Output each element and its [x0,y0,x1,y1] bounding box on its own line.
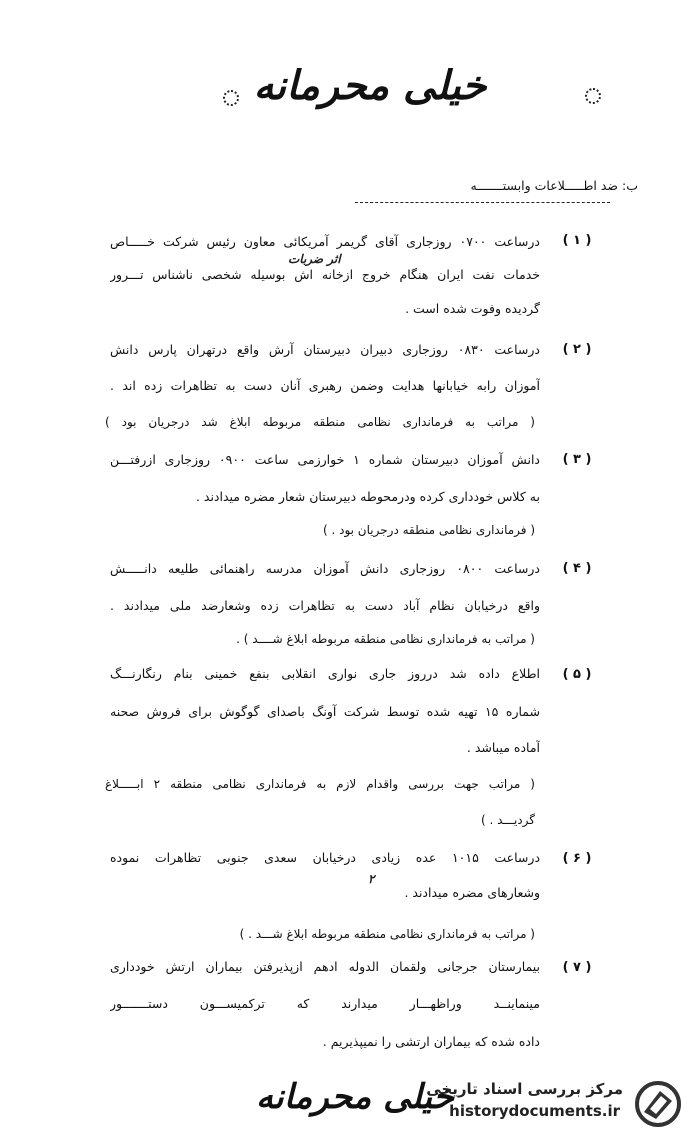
item-line: واقع درخیابان نظام آباد دست به تظاهرات زده وشعارضد ملی میدادند . [110,598,540,613]
item-number: ( ۳ ) [562,452,592,467]
classification-stamp-bottom: خیلی محرمانه [256,1077,454,1117]
item-line: درساعت ۰۸۳۰ روزجاری دبیران دبیرستان آرش واقع درتهران پارس دانش‌ [110,342,540,357]
item-line: اطلاع داده شد درروز جاری نواری انقلابی بنفع خمینی بنام رنگارنـــگ [110,666,540,681]
handwritten-note: اثر ضربات [288,252,341,266]
item-line: آماده میباشد . [466,740,540,755]
watermark-url: historydocuments.ir [449,1102,620,1120]
classification-stamp-top: خیلی محرمانه [253,62,487,109]
watermark-text: مرکز بررسی اسناد تاریخی [426,1080,623,1098]
item-note: ( مراتب به فرمانداری نظامی منطقه مربوطه ابلاغ شــــد ) . [236,632,535,646]
item-line: خدمات نفت ایران هنگام خروج ازخانه اش بوسیله شخصی ناشناس تـــرور [110,267,540,282]
item-line: به کلاس خودداری کرده ودرمحوطه دبیرستان شعار مضره میدادند . [195,489,540,504]
punch-hole [223,90,239,106]
handwritten-note: ۲ [368,872,375,886]
item-number: ( ۱ ) [562,233,592,248]
item-line: بیمارستان جرجانی ولقمان الدوله ادهم ازپذیرفتن بیماران ارتش خودداری [110,959,540,974]
item-number: ( ۶ ) [562,851,592,866]
item-note: ( مراتب جهت بررسی واقدام لازم به فرمانداری نظامی منطقه ۲ ابـــــلاغ [105,777,535,791]
item-note: گردیـــد . ) [481,813,535,827]
item-line: آموزان رابه خیابانها هدایت وضمن رهبری آنان دست به تظاهرات زده اند . [110,378,540,393]
item-line: درساعت ۰۸۰۰ روزجاری دانش آموزان مدرسه راهنمائی طلیعه دانـــــش [110,561,540,576]
section-title: ب: ضد اطـــــلاعات وابستـــــــه [470,178,638,193]
section-underline [355,202,610,203]
item-note: ( مراتب به فرمانداری نظامی منطقه مربوطه ابلاغ شد درجریان بود ) [105,415,535,429]
item-line: وشعارهای مضره میدادند . [404,885,540,900]
archive-logo-icon [630,1079,686,1129]
item-note: ( مراتب به فرمانداری نظامی منطقه مربوطه ابلاغ شـــد . ) [239,927,535,941]
item-number: ( ۴ ) [562,561,592,576]
item-line: شماره ۱۵ تهیه شده توسط شرکت آونگ باصدای گوگوش برای فروش صحنه [110,704,540,719]
item-note: ( فرمانداری نظامی منطقه درجریان بود . ) [322,523,535,537]
item-number: ( ۵ ) [562,667,592,682]
item-line: دانش آموزان دبیرستان شماره ۱ خوارزمی ساعت ۰۹۰۰ روزجاری ازرفتـــن [110,452,540,467]
item-line: درساعت ۱۰۱۵ عده زیادی درخیابان سعدی جنوبی تظاهرات نموده [110,850,540,865]
item-line: درساعت ۰۷۰۰ روزجاری آقای گریمر آمریکائی معاون رئیس شرکت خـــــاص [110,234,540,249]
item-number: ( ۲ ) [562,342,592,357]
item-line: گردیده وفوت شده است . [405,301,540,316]
item-line: داده شده که بیماران ارتشی را نمیپذیریم . [322,1034,540,1049]
item-line: مینماینــد وراظهـــار میدارند که ترکمیســـون دستـــــــور [110,996,540,1011]
punch-hole [585,88,601,104]
item-number: ( ۷ ) [562,960,592,975]
